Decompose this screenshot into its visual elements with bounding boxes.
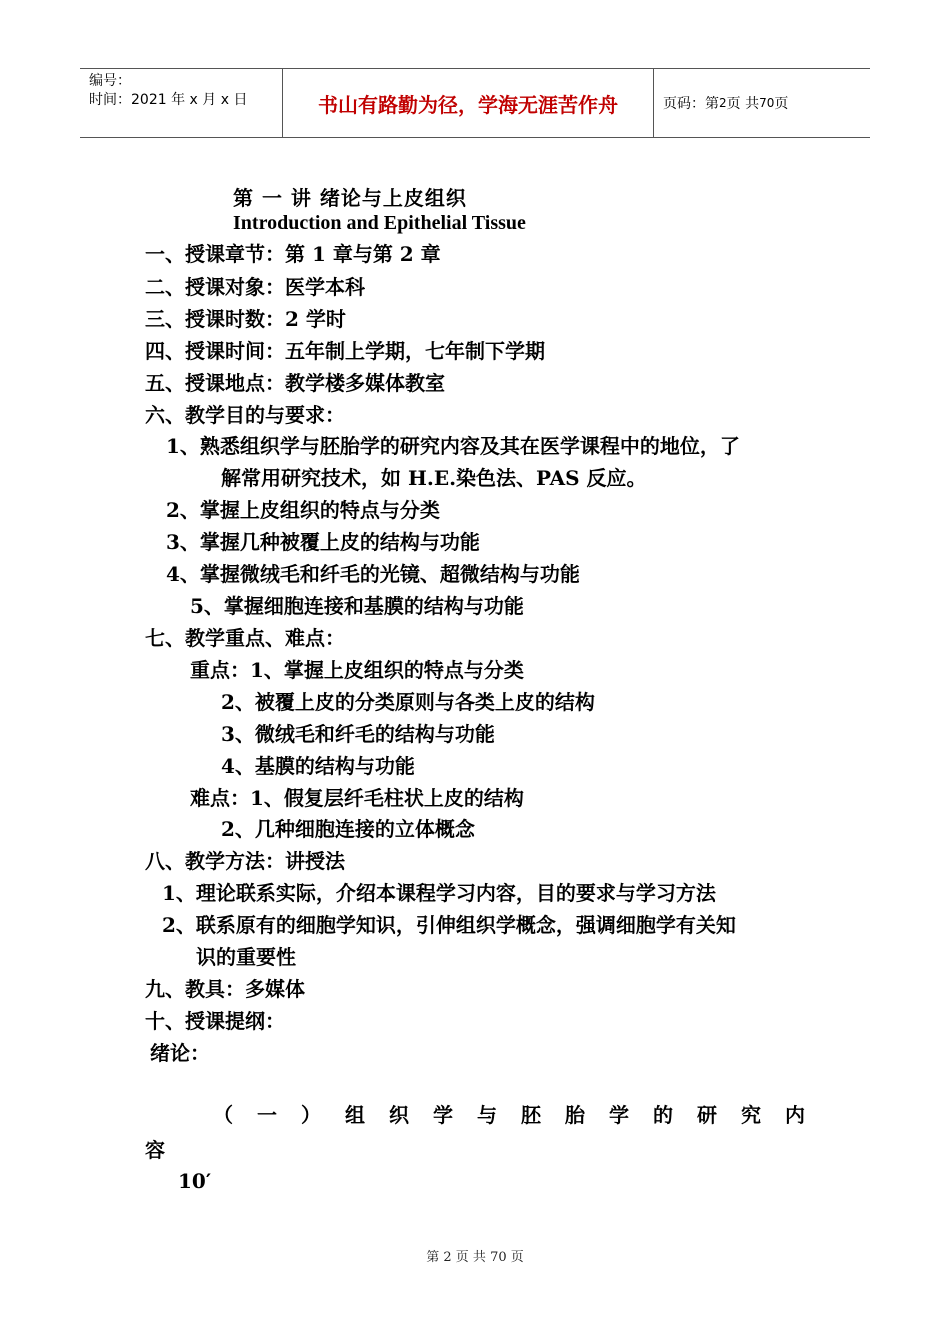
heading-char: 的	[653, 1103, 673, 1127]
text-line: 4、基膜的结构与功能	[221, 754, 415, 778]
header-motto: 书山有路勤为径，学海无涯苦作舟	[282, 69, 654, 137]
text-line: 重点：1、掌握上皮组织的特点与分类	[190, 658, 524, 682]
text-line: 二、授课对象：医学本科	[145, 275, 365, 299]
page-footer	[0, 1246, 950, 1265]
page-header	[80, 68, 870, 138]
text-line: 2、掌握上皮组织的特点与分类	[166, 498, 440, 522]
text-line: 5、掌握细胞连接和基膜的结构与功能	[190, 594, 524, 618]
heading-char: 与	[477, 1103, 497, 1127]
duration-label: 10′	[178, 1169, 212, 1193]
number-label: 编号：	[89, 73, 131, 89]
lecture-title: 第 一 讲 绪论与上皮组织	[233, 186, 467, 210]
text-line: 九、教具：多媒体	[145, 977, 305, 1001]
text-line: 4、掌握微绒毛和纤毛的光镜、超微结构与功能	[166, 562, 580, 586]
heading-char: 究	[741, 1103, 761, 1127]
text-line: 2、几种细胞连接的立体概念	[221, 817, 475, 841]
page-label-post: 页	[774, 96, 789, 112]
header-meta	[80, 69, 282, 137]
heading-char: ）	[301, 1103, 321, 1127]
text-line: 3、微绒毛和纤毛的结构与功能	[221, 722, 495, 746]
footer-post: 页	[510, 1250, 524, 1265]
heading-char: 一	[257, 1103, 277, 1127]
page-total: 70	[759, 96, 775, 110]
heading-char: 织	[389, 1103, 409, 1127]
text-line: 2、被覆上皮的分类原则与各类上皮的结构	[221, 690, 595, 714]
text-line: 绪论：	[150, 1041, 210, 1065]
footer-mid: 页 共	[455, 1250, 486, 1265]
text-line: 1、理论联系实际，介绍本课程学习内容，目的要求与学习方法	[162, 881, 716, 905]
header-page-info	[654, 69, 870, 137]
heading-char: 研	[697, 1103, 717, 1127]
text-line: 五、授课地点：教学楼多媒体教室	[145, 371, 445, 395]
text-line: 七、教学重点、难点：	[145, 626, 345, 650]
section-heading	[213, 1103, 805, 1127]
heading-char: 学	[433, 1103, 453, 1127]
text-line: 2、联系原有的细胞学知识，引伸组织学概念，强调细胞学有关知	[162, 913, 736, 937]
heading-char: 学	[609, 1103, 629, 1127]
section-heading-continuation: 容	[145, 1138, 165, 1162]
heading-char: 组	[345, 1103, 365, 1127]
heading-char: 胚	[521, 1103, 541, 1127]
text-line: 八、教学方法：讲授法	[145, 849, 345, 873]
heading-char: （	[213, 1103, 233, 1127]
footer-pre: 第	[426, 1250, 440, 1265]
text-line: 识的重要性	[196, 945, 296, 969]
time-label: 时间：2021 年 x 月 x 日	[89, 92, 248, 108]
footer-page: 2	[443, 1250, 452, 1265]
heading-char: 内	[785, 1103, 805, 1127]
text-line: 1、熟悉组织学与胚胎学的研究内容及其在医学课程中的地位，了	[166, 434, 740, 458]
text-line: 六、教学目的与要求：	[145, 403, 345, 427]
page-number: 2	[719, 96, 727, 110]
text-line: 十、授课提纲：	[145, 1009, 285, 1033]
text-line: 一、授课章节：第 1 章与第 2 章	[145, 242, 441, 266]
footer-total: 70	[490, 1250, 507, 1265]
page-label-mid: 页 共	[726, 96, 760, 112]
lecture-title-english: Introduction and Epithelial Tissue	[233, 212, 526, 234]
heading-char: 胎	[565, 1103, 585, 1127]
text-line: 三、授课时数：2 学时	[145, 307, 346, 331]
text-line: 四、授课时间：五年制上学期，七年制下学期	[145, 339, 545, 363]
text-line: 3、掌握几种被覆上皮的结构与功能	[166, 530, 480, 554]
text-line: 难点：1、假复层纤毛柱状上皮的结构	[190, 786, 524, 810]
text-line: 解常用研究技术，如 H.E.染色法、PAS 反应。	[221, 466, 647, 490]
page-label-pre: 页码：第	[663, 96, 719, 112]
